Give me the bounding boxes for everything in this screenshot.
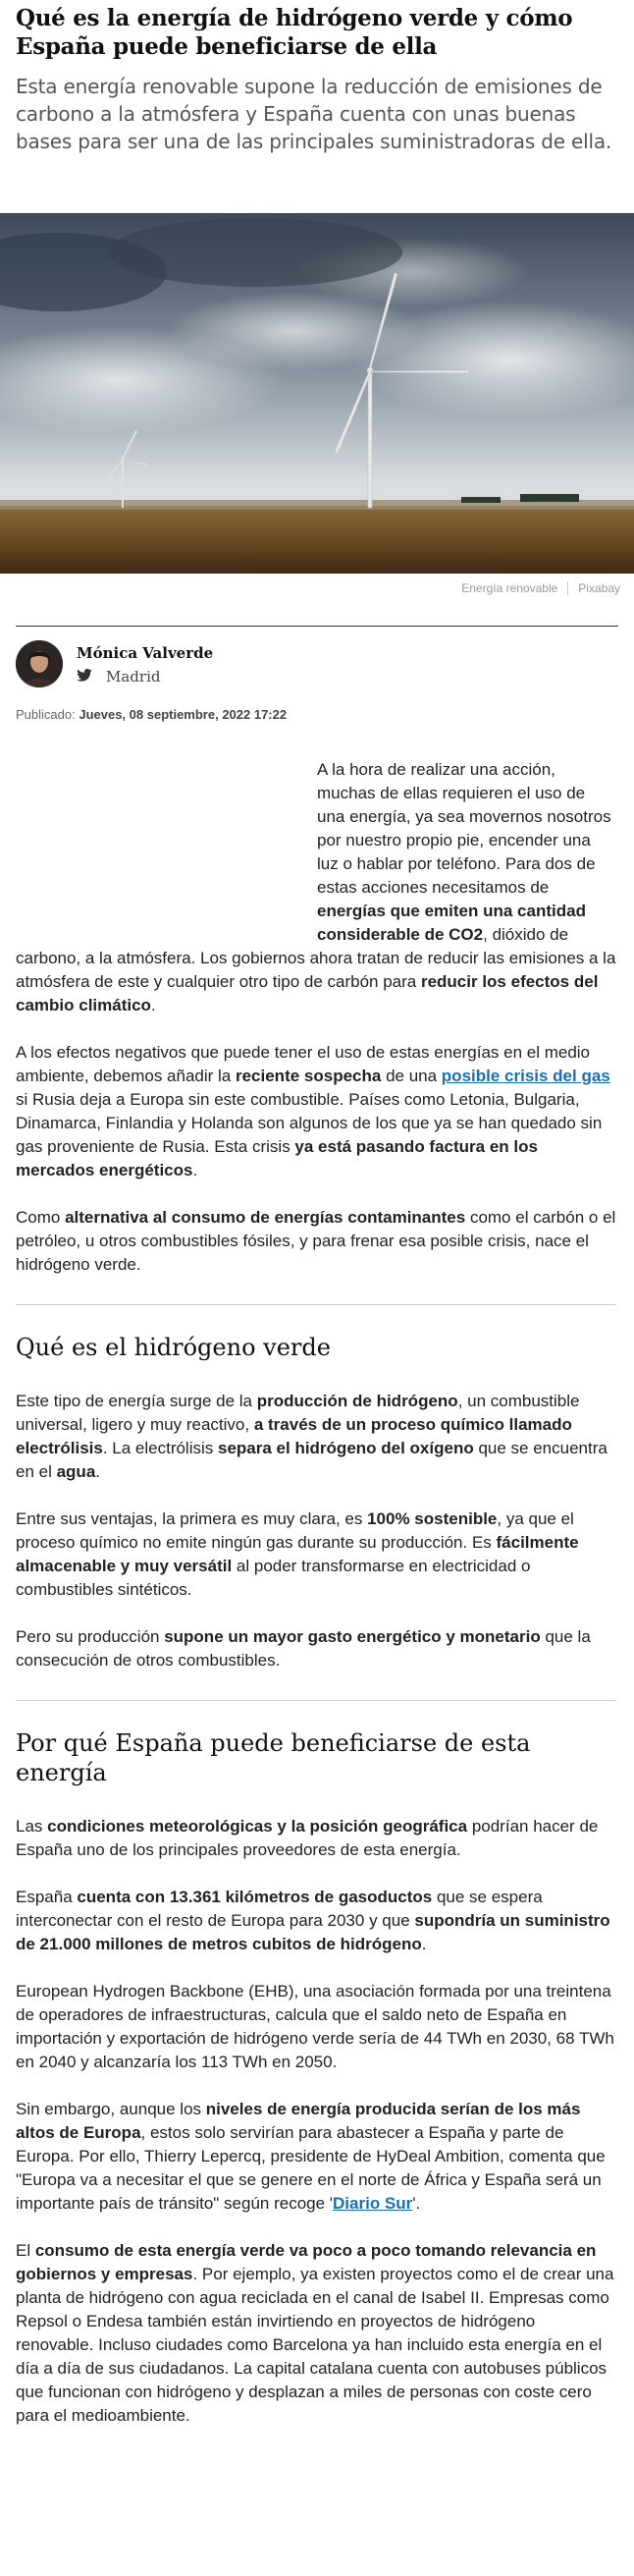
paragraph-8: España cuenta con 13.361 kilómetros de gasoductos que se espera interconectar con el resto de Europa para 2030 y que supondría un suministro de 21.000 millones de metros cubitos de hidrógeno. <box>16 1888 610 1953</box>
link-crisis-gas[interactable]: posible crisis del gas <box>441 1067 610 1085</box>
paragraph-10: Sin embargo, aunque los niveles de energía producida serían de los más altos de Europa, estos solo servirían para abastecer a España y parte de Europa. Por ello, Thierry Lepercq, presidente de HyDeal Ambition, comenta que "Europa va a necesitar el que se genere en el norte de África y España será un importante país de tránsito" según recoge 'Diario Sur'. <box>16 2100 606 2213</box>
published-date: Jueves, 08 septiembre, 2022 17:22 <box>79 707 288 722</box>
twitter-bird-icon[interactable] <box>77 668 92 685</box>
image-caption-text: Energía renovable <box>461 581 558 595</box>
paragraph-1: A la hora de realizar una acción, muchas de ellas requieren el uso de una energía, ya sea movernos nosotros por nuestro propio pie, encender una luz o hablar por teléfono. Para dos de estas acciones necesitamos de energías que emiten una cantidad considerable de CO2, dióxido de carbono, a la atmósfera. Los gobiernos ahora tratan de reducir las emisiones a la atmósfera de este y cualquier otro tipo de carbón para reducir los efectos del cambio climático. <box>16 760 616 1014</box>
link-diario-sur[interactable]: Diario Sur <box>333 2194 413 2213</box>
paragraph-5: Entre sus ventajas, la primera es muy clara, es 100% sostenible, ya que el proceso químico no emite ningún gas durante su producción. Es fácilmente almacenable y muy versátil al poder transformarse en electricidad o combustibles sintéticos. <box>16 1509 579 1599</box>
paragraph-9: European Hydrogen Backbone (EHB), una asociación formada por una treintena de operadores de infraestructuras, calcula que el saldo neto de España en importación y exportación de hidrógeno verde sería de 44 TWh en 2030, 68 TWh en 2040 y alcanzaría los 113 TWh en 2050. <box>16 1982 614 2071</box>
paragraph-6: Pero su producción supone un mayor gasto energético y monetario que la consecución de otros combustibles. <box>16 1627 591 1670</box>
paragraph-4: Este tipo de energía surge de la producción de hidrógeno, un combustible universal, ligero y muy reactivo, a través de un proceso químico llamado electrólisis. La electrólisis separa el hidrógeno del oxígeno que se encuentra en el agua. <box>16 1392 608 1481</box>
section-divider <box>16 1304 616 1305</box>
caption-separator <box>567 581 568 595</box>
article-subtitle: Esta energía renovable supone la reducción de emisiones de carbono a la atmósfera y España cuenta con unas buenas bases para ser una de las principales suministradoras de ella. <box>16 75 612 153</box>
author-avatar[interactable] <box>16 640 63 687</box>
image-credit: Pixabay <box>578 581 620 595</box>
paragraph-2: A los efectos negativos que puede tener el uso de estas energías en el medio ambiente, debemos añadir la reciente sospecha de una posible crisis del gas si Rusia deja a Europa sin este combustible. Países como Letonia, Bulgaria, Dinamarca, Finlandia y Holanda son algunos de los que ya se han quedado sin gas proveniente de Rusia. Esta crisis ya está pasando factura en los mercados energéticos. <box>16 1043 610 1179</box>
section-heading-hidrogeno: Qué es el hidrógeno verde <box>16 1334 331 1361</box>
paragraph-3: Como alternativa al consumo de energías contaminantes como el carbón o el petróleo, u otros combustibles fósiles, y para frenar esa posible crisis, nace el hidrógeno verde. <box>16 1208 616 1274</box>
publish-info <box>16 707 287 722</box>
image-caption <box>461 581 620 595</box>
article-body <box>16 758 616 2451</box>
wind-turbine-photo <box>0 213 634 574</box>
published-label: Publicado: <box>16 707 76 722</box>
paragraph-7: Las condiciones meteorológicas y la posición geográfica podrían hacer de España uno de los principales proveedores de esta energía. <box>16 1817 599 1859</box>
author-location: Madrid <box>106 668 161 685</box>
article-header <box>0 4 634 155</box>
article-title: Qué es la energía de hidrógeno verde y cómo España puede beneficiarse de ella <box>16 5 573 60</box>
header-divider <box>16 626 618 627</box>
paragraph-11: El consumo de esta energía verde va poco a poco tomando relevancia en gobiernos y empresas. Por ejemplo, ya existen proyectos como el de crear una planta de hidrógeno con agua reciclada en el canal de Isabel II. Empresas como Repsol o Endesa también están invirtiendo en proyectos de hidrógeno renovable. Incluso ciudades como Barcelona ya han incluido esta energía en el día a día de sus ciudadanos. La capital catalana cuenta con autobuses públicos que funcionan con hidrógeno y desplazan a miles de personas con coste cero para el medioambiente. <box>16 2241 614 2425</box>
section-heading-espana: Por qué España puede beneficiarse de esta energía <box>16 1729 531 1786</box>
author-name[interactable]: Mónica Valverde <box>77 644 214 662</box>
inline-ad-space <box>16 758 317 935</box>
author-block <box>16 640 213 687</box>
avatar-portrait <box>16 640 63 687</box>
hero-image <box>0 213 634 574</box>
section-divider <box>16 1700 616 1701</box>
